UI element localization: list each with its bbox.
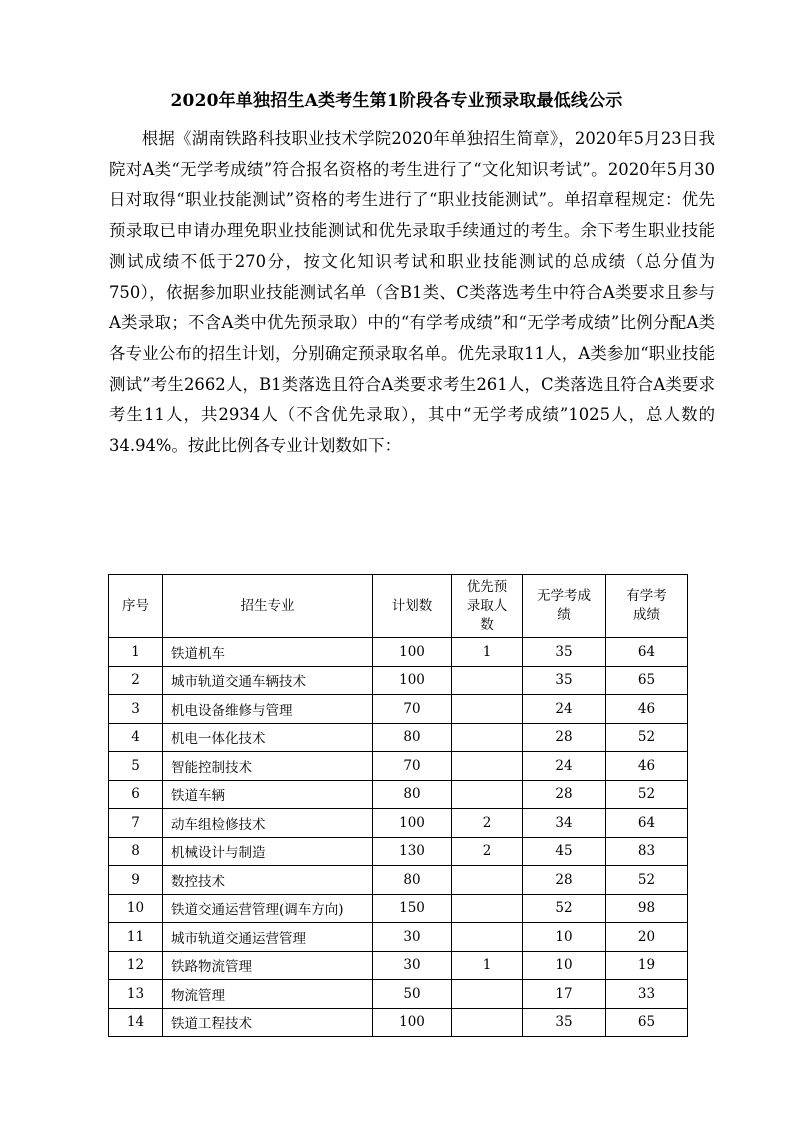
table-row [109, 695, 688, 724]
table-row [109, 980, 688, 1009]
header-no: 序号 [109, 575, 163, 638]
cell-major: 智能控制技术 [163, 752, 373, 781]
cell-has-score: 19 [606, 951, 688, 980]
cell-priority [452, 666, 523, 695]
cell-major: 物流管理 [163, 980, 373, 1009]
intro-paragraph: 根据《湖南铁路科技职业技术学院2020年单独招生简章》，2020年5月23日我院对A类“无学考成绩”符合报名资格的考生进行了“文化知识考试”。2020年5月30日对取得“职业技能测试”资格的考生进行了“职业技能测试”。单招章程规定：优先预录取已申请办理免职业技能测试和优先录取手续通过的考生。余下考生职业技能测试成绩不低于270分，按文化知识考试和职业技能测试的总成绩（总分值为750），依据参加职业技能测试名单（含B1类、C类落选考生中符合A类要求且参与A类录取；不含A类中优先预录取）中的“有学考成绩”和“无学考成绩”比例分配A类各专业公布的招生计划，分别确定预录取名单。优先录取11人，A类参加“职业技能测试”考生2662人，B1类落选且符合A类要求考生261人，C类落选且符合A类要求考生11人，共2934人（不含优先录取），其中“无学考成绩”1025人，总人数的34.94%。按此比例各专业计划数如下： [109, 129, 715, 456]
cell-priority [452, 1008, 523, 1037]
cell-plan: 100 [373, 809, 452, 838]
cell-no-score: 34 [523, 809, 606, 838]
cell-priority [452, 923, 523, 952]
cell-plan: 130 [373, 837, 452, 866]
cell-plan: 30 [373, 951, 452, 980]
cell-major: 铁道工程技术 [163, 1008, 373, 1037]
cell-no: 12 [109, 951, 163, 980]
table-row [109, 752, 688, 781]
cell-no: 9 [109, 866, 163, 895]
cell-major: 铁道车辆 [163, 780, 373, 809]
table-row [109, 780, 688, 809]
cell-no: 4 [109, 723, 163, 752]
cell-has-score: 46 [606, 695, 688, 724]
header-plan: 计划数 [373, 575, 452, 638]
cell-no: 10 [109, 894, 163, 923]
cell-plan: 100 [373, 1008, 452, 1037]
header-has-score: 有学考成绩 [606, 575, 688, 638]
cell-has-score: 46 [606, 752, 688, 781]
cell-priority [452, 723, 523, 752]
cell-priority [452, 866, 523, 895]
header-no-score: 无学考成绩 [523, 575, 606, 638]
table-row [109, 866, 688, 895]
cell-plan: 70 [373, 695, 452, 724]
cell-plan: 80 [373, 866, 452, 895]
cell-major: 城市轨道交通车辆技术 [163, 666, 373, 695]
cell-plan: 150 [373, 894, 452, 923]
cell-plan: 100 [373, 666, 452, 695]
cell-priority [452, 980, 523, 1009]
cell-plan: 30 [373, 923, 452, 952]
document-body [109, 124, 715, 462]
cell-major: 铁道交通运营管理(调车方向) [163, 894, 373, 923]
cell-priority [452, 695, 523, 724]
cell-no: 5 [109, 752, 163, 781]
cell-no-score: 28 [523, 723, 606, 752]
cell-no-score: 10 [523, 923, 606, 952]
cell-major: 城市轨道交通运营管理 [163, 923, 373, 952]
cell-no: 13 [109, 980, 163, 1009]
cell-priority [452, 752, 523, 781]
cell-no-score: 45 [523, 837, 606, 866]
cell-no: 11 [109, 923, 163, 952]
cell-no-score: 35 [523, 1008, 606, 1037]
table-header-row [109, 575, 688, 638]
cell-priority: 1 [452, 951, 523, 980]
cell-no-score: 10 [523, 951, 606, 980]
cell-has-score: 52 [606, 723, 688, 752]
header-major: 招生专业 [163, 575, 373, 638]
cell-major: 动车组检修技术 [163, 809, 373, 838]
cell-has-score: 52 [606, 780, 688, 809]
table-row [109, 894, 688, 923]
cell-has-score: 64 [606, 638, 688, 667]
cell-priority: 2 [452, 837, 523, 866]
cell-plan: 100 [373, 638, 452, 667]
cell-has-score: 83 [606, 837, 688, 866]
table-row [109, 723, 688, 752]
cell-has-score: 33 [606, 980, 688, 1009]
cell-major: 机械设计与制造 [163, 837, 373, 866]
cell-no-score: 35 [523, 638, 606, 667]
cell-no: 7 [109, 809, 163, 838]
table-row [109, 951, 688, 980]
cell-no: 2 [109, 666, 163, 695]
cell-no: 14 [109, 1008, 163, 1037]
table-row [109, 837, 688, 866]
cell-has-score: 64 [606, 809, 688, 838]
cell-major: 机电一体化技术 [163, 723, 373, 752]
cell-no-score: 17 [523, 980, 606, 1009]
cell-plan: 80 [373, 723, 452, 752]
cell-plan: 50 [373, 980, 452, 1009]
cell-no-score: 24 [523, 695, 606, 724]
cell-major: 铁路物流管理 [163, 951, 373, 980]
document-title: 2020年单独招生A类考生第1阶段各专业预录取最低线公示 [170, 91, 623, 111]
cell-priority [452, 780, 523, 809]
table-row [109, 923, 688, 952]
cell-no-score: 52 [523, 894, 606, 923]
cell-major: 铁道机车 [163, 638, 373, 667]
table-row [109, 1008, 688, 1037]
cell-has-score: 52 [606, 866, 688, 895]
cell-major: 数控技术 [163, 866, 373, 895]
cell-no-score: 28 [523, 866, 606, 895]
cell-has-score: 65 [606, 1008, 688, 1037]
header-priority: 优先预录取人数 [452, 575, 523, 638]
table-row [109, 809, 688, 838]
table-row [109, 666, 688, 695]
cell-no: 6 [109, 780, 163, 809]
cell-has-score: 65 [606, 666, 688, 695]
cell-priority: 1 [452, 638, 523, 667]
cell-no-score: 35 [523, 666, 606, 695]
table-row [109, 638, 688, 667]
cell-priority [452, 894, 523, 923]
cell-major: 机电设备维修与管理 [163, 695, 373, 724]
cell-no: 8 [109, 837, 163, 866]
cell-plan: 70 [373, 752, 452, 781]
cell-no-score: 24 [523, 752, 606, 781]
cell-has-score: 98 [606, 894, 688, 923]
quota-table [108, 574, 688, 1037]
cell-no: 3 [109, 695, 163, 724]
cell-no: 1 [109, 638, 163, 667]
cell-has-score: 20 [606, 923, 688, 952]
cell-priority: 2 [452, 809, 523, 838]
cell-no-score: 28 [523, 780, 606, 809]
cell-plan: 80 [373, 780, 452, 809]
